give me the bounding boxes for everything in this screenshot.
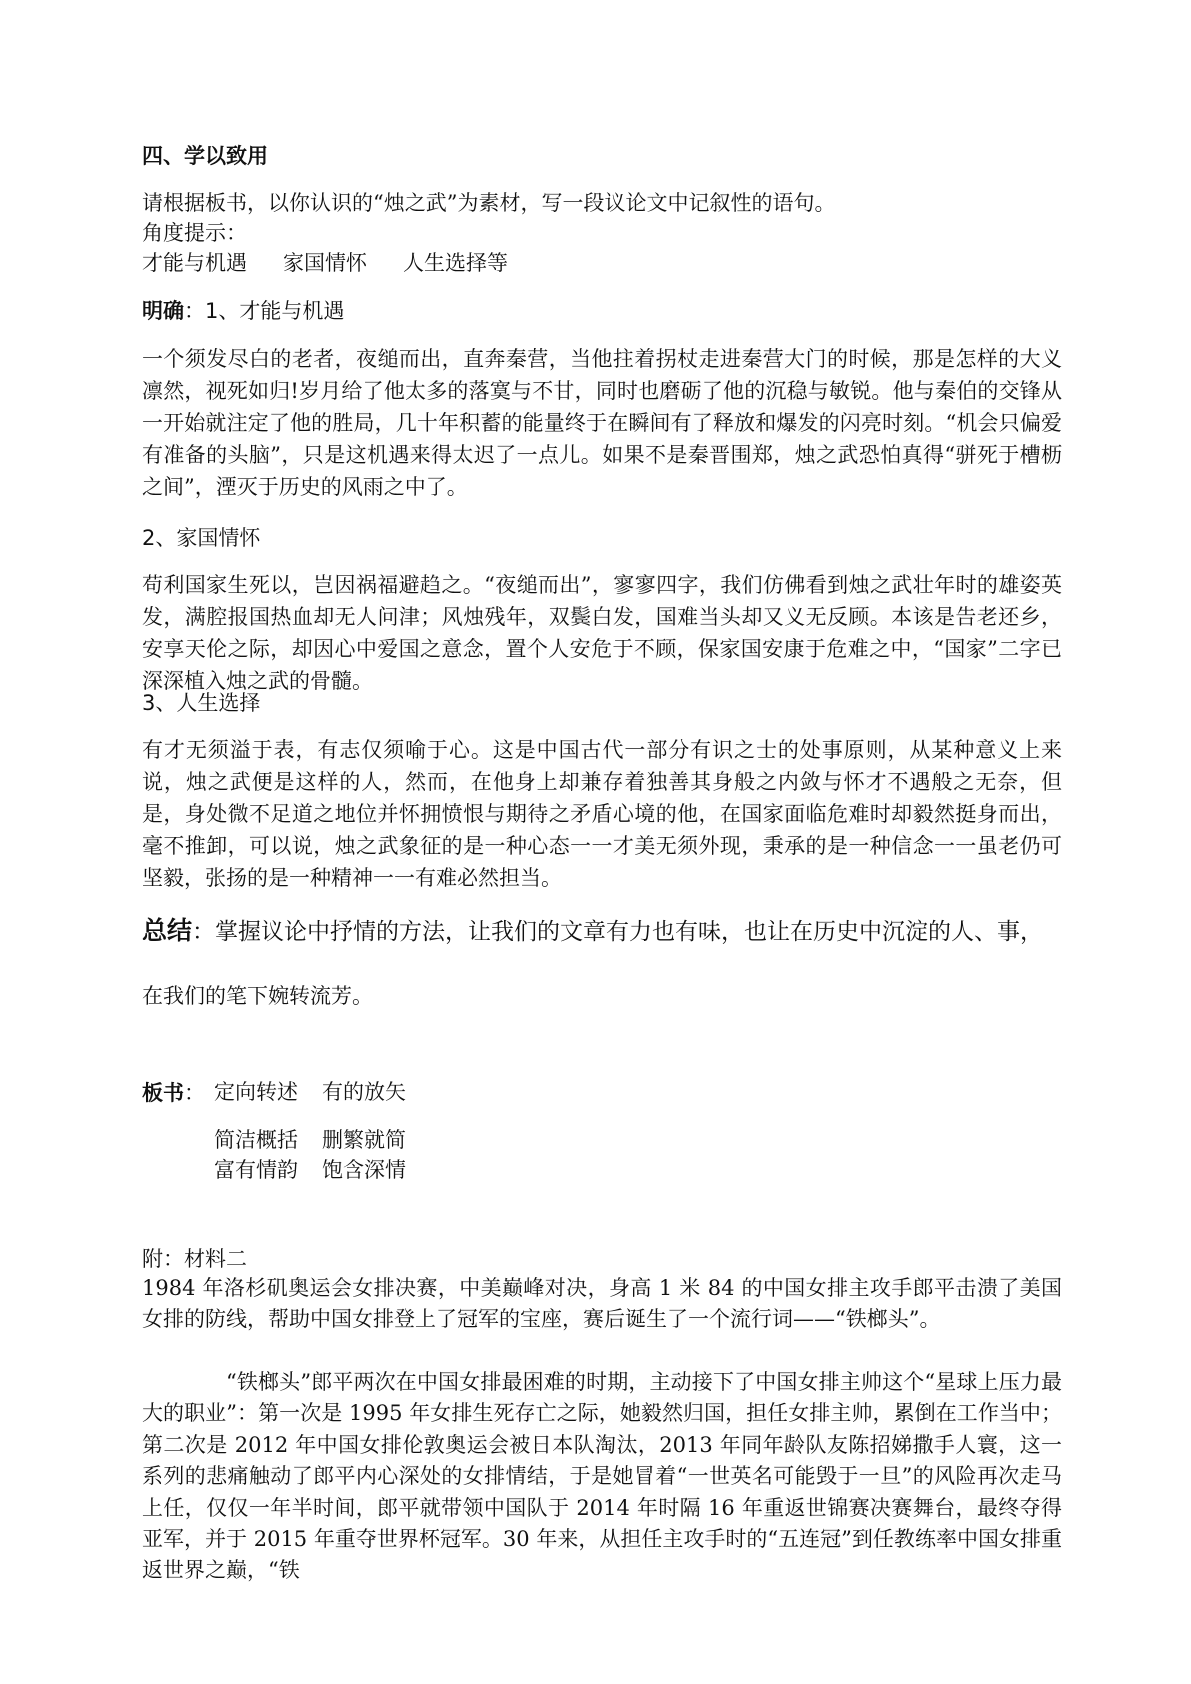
- hint-item: 人生选择等: [403, 251, 508, 275]
- appendix-paragraph-2: “铁榔头”郎平两次在中国女排最困难的时期，主动接下了中国女排主帅这个“星球上压力最大的职业”：第一次是 1995 年女排生死存亡之际，她毅然归国，担任女排主帅，累倒在工作当中；第二次是 2012 年中国女排伦敦奥运会被日本队淘汰，2013 年同年龄队友陈招娣撒手人寰，这一系列的悲痛触动了郎平内心深处的女排情结，于是她冒着“一世英名可能毁于一旦”的风险再次走马上任，仅仅一年半时间，郎平就带领中国队于 2014 年时隔 16 年重返世锦赛决赛舞台，最终夺得亚军，并于 2015 年重夺世界杯冠军。30 年来，从担任主攻手时的“五连冠”到任教练率中国女排重返世界之巅，“铁: [142, 1370, 1062, 1583]
- answer-paragraph-1: 一个须发尽白的老者，夜缒而出，直奔秦营，当他拄着拐杖走进秦营大门的时候，那是怎样的大义凛然，视死如归!岁月给了他太多的落寞与不甘，同时也磨砺了他的沉稳与敏锐。他与秦伯的交锋从一开始就注定了他的胜局，几十年积蓄的能量终于在瞬间有了释放和爆发的闪亮时刻。“机会只偏爱有准备的头脑”，只是这机遇来得太迟了一点儿。如果不是秦晋围郑，烛之武恐怕真得“骈死于槽枥之间”，湮灭于历史的风雨之中了。: [142, 347, 1062, 499]
- answer-heading: 明确：1、才能与机遇: [142, 299, 345, 323]
- answer-item-title: 2、家国情怀: [142, 526, 261, 550]
- answer-item-title: 3、人生选择: [142, 691, 261, 715]
- hint-list: [142, 248, 508, 278]
- section-title: 四、学以致用: [142, 144, 268, 168]
- hint-item: 才能与机遇: [142, 251, 247, 275]
- hint-label: 角度提示：: [142, 221, 247, 245]
- board-row: 简洁概括 删繁就简: [214, 1128, 406, 1152]
- summary-label: 总结: [142, 916, 193, 945]
- appendix-paragraph-1: 1984 年洛杉矶奥运会女排决赛，中美巅峰对决，身高 1 米 84 的中国女排主攻手郎平击溃了美国女排的防线，帮助中国女排登上了冠军的宝座，赛后诞生了一个流行词——“铁榔头”。: [142, 1276, 1062, 1332]
- answer-paragraph-2: 苟利国家生死以，岂因祸福避趋之。“夜缒而出”，寥寥四字，我们仿佛看到烛之武壮年时的雄姿英发，满腔报国热血却无人问津；风烛残年，双鬓白发，国难当头却又义无反顾。本该是告老还乡，安享天伦之际，却因心中爱国之意念，置个人安危于不顾，保家国安康于危难之中，“国家”二字已深深植入烛之武的骨髓。: [142, 573, 1062, 693]
- summary-line-1: 总结：掌握议论中抒情的方法，让我们的文章有力也有味，也让在历史中沉淀的人、事，: [142, 916, 1044, 945]
- board-row: 定向转述 有的放矢: [214, 1080, 406, 1104]
- hint-item: 家国情怀: [283, 251, 367, 275]
- answer-label: 明确: [142, 299, 184, 323]
- board-row: 富有情韵 饱含深情: [214, 1158, 406, 1182]
- summary-line-2: 在我们的笔下婉转流芳。: [142, 984, 373, 1008]
- answer-paragraph-3: 有才无须溢于表，有志仅须喻于心。这是中国古代一部分有识之士的处事原则，从某种意义上来说，烛之武便是这样的人，然而，在他身上却兼存着独善其身般之内敛与怀才不遇般之无奈，但是，身处微不足道之地位并怀拥愤恨与期待之矛盾心境的他，在国家面临危难时却毅然挺身而出，毫不推卸，可以说，烛之武象征的是一种心态一一才美无须外现，秉承的是一种信念一一虽老仍可坚毅，张扬的是一种精神一一有难必然担当。: [142, 738, 1062, 890]
- appendix-title: 附：材料二: [142, 1247, 247, 1271]
- answer-item-title: 1、才能与机遇: [205, 299, 345, 323]
- board-label-row: 板书：: [142, 1081, 205, 1105]
- task-prompt: 请根据板书，以你认识的“烛之武”为素材，写一段议论文中记叙性的语句。: [142, 191, 836, 215]
- board-label: 板书: [142, 1081, 184, 1105]
